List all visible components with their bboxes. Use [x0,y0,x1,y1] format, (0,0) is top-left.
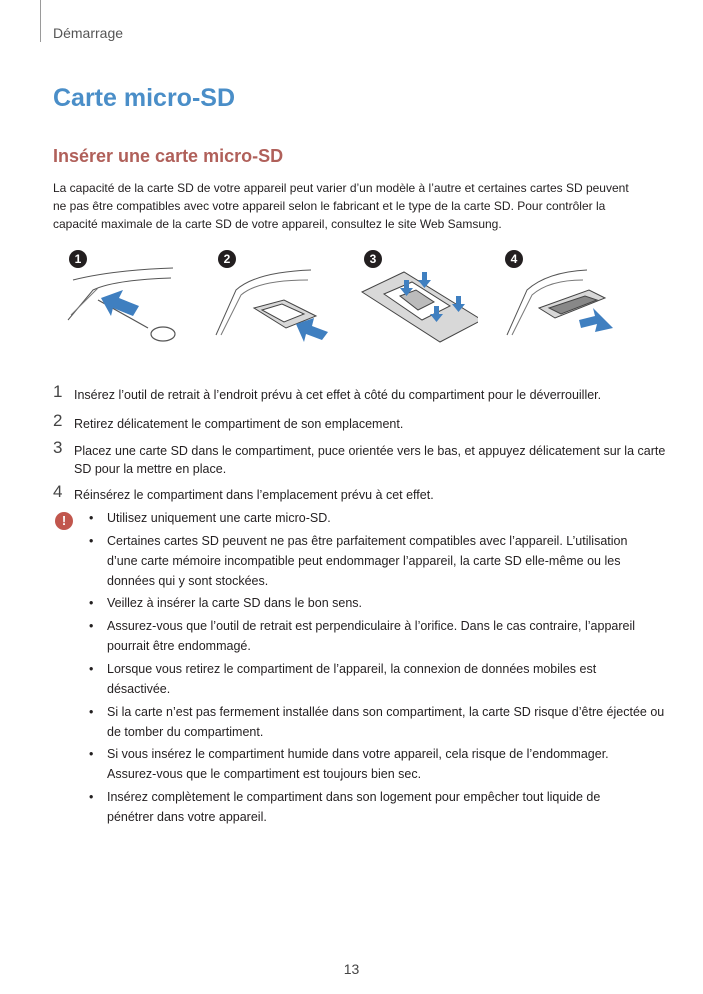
tray-reinsertion-illustration [487,250,623,360]
page-title: Carte micro-SD [53,84,235,112]
illustration-step-4 [487,250,623,360]
bullet-line: données qui y sont stockées. [107,574,269,588]
step-number: 4 [53,482,63,501]
step-number: 3 [53,438,63,457]
bullet-line: Lorsque vous retirez le compartiment de l’appareil, la connexion de données mobiles est [107,662,597,676]
bullet-line: d’une carte mémoire incompatible peut endommager l’appareil, la carte SD elle-même ou les [107,554,621,568]
step-text: Insérez l’outil de retrait à l’endroit prévu à cet effet à côté du compartiment pour le déverrouiller. [74,388,602,402]
step-number: 1 [53,382,63,401]
bullet-line: pourrait être endommagé. [107,639,251,653]
illustration-step-1 [53,250,189,360]
card-placement-illustration [342,250,478,360]
section-subtitle: Insérer une carte micro-SD [53,146,284,166]
bullet-line: Assurez-vous que l’outil de retrait est perpendiculaire à l’orifice. Dans le cas contraire, l’appareil [107,619,636,633]
bullet-line: pénétrer dans votre appareil. [107,810,267,824]
bullet-line: Insérez complètement le compartiment dans son logement pour empêcher tout liquide de [107,790,601,804]
illustration-step-2 [196,250,332,360]
step-number: 2 [53,411,63,430]
bullet-line: de tomber du compartiment. [107,725,264,739]
tray-removal-illustration [196,250,332,360]
step-badge: 4 [505,250,523,268]
intro-line: capacité maximale de la carte SD de votre appareil, consultez le site Web Samsung. [53,217,502,231]
step-text: SD pour la mettre en place. [74,462,227,476]
bullet-line: désactivée. [107,682,171,696]
step-badge: 2 [218,250,236,268]
step-text: Retirez délicatement le compartiment de son emplacement. [74,417,404,431]
section-label: Démarrage [53,25,124,41]
step-text: Placez une carte SD dans le compartiment, puce orientée vers le bas, et appuyez délicatement sur la carte [74,444,666,458]
page-number: 13 [343,961,360,977]
bullet-line: Si la carte n’est pas fermement installée dans son compartiment, la carte SD risque d’être éjectée ou [107,705,665,719]
bullet-line: Certaines cartes SD peuvent ne pas être parfaitement compatibles avec l’appareil. L’utilisation [107,534,628,548]
bullet-line: Utilisez uniquement une carte micro-SD. [107,511,331,525]
intro-paragraph [53,179,653,233]
bullet-line: Assurez-vous que le compartiment est toujours bien sec. [107,767,422,781]
caution-icon: ! [55,512,73,530]
header-rule [40,0,41,42]
step-text: Réinsérez le compartiment dans l’emplacement prévu à cet effet. [74,488,434,502]
intro-line: La capacité de la carte SD de votre appareil peut varier d’un modèle à l’autre et certaines cartes SD peuvent [53,181,629,195]
step-badge: 3 [364,250,382,268]
bullet-line: Veillez à insérer la carte SD dans le bon sens. [107,596,362,610]
intro-line: ne pas être compatibles avec votre appareil selon le fabricant et le type de la carte SD. Pour contrôler la [53,199,606,213]
bullet-line: Si vous insérez le compartiment humide dans votre appareil, cela risque de l’endommager. [107,747,609,761]
step-badge: 1 [69,250,87,268]
illustration-step-3 [342,250,478,360]
